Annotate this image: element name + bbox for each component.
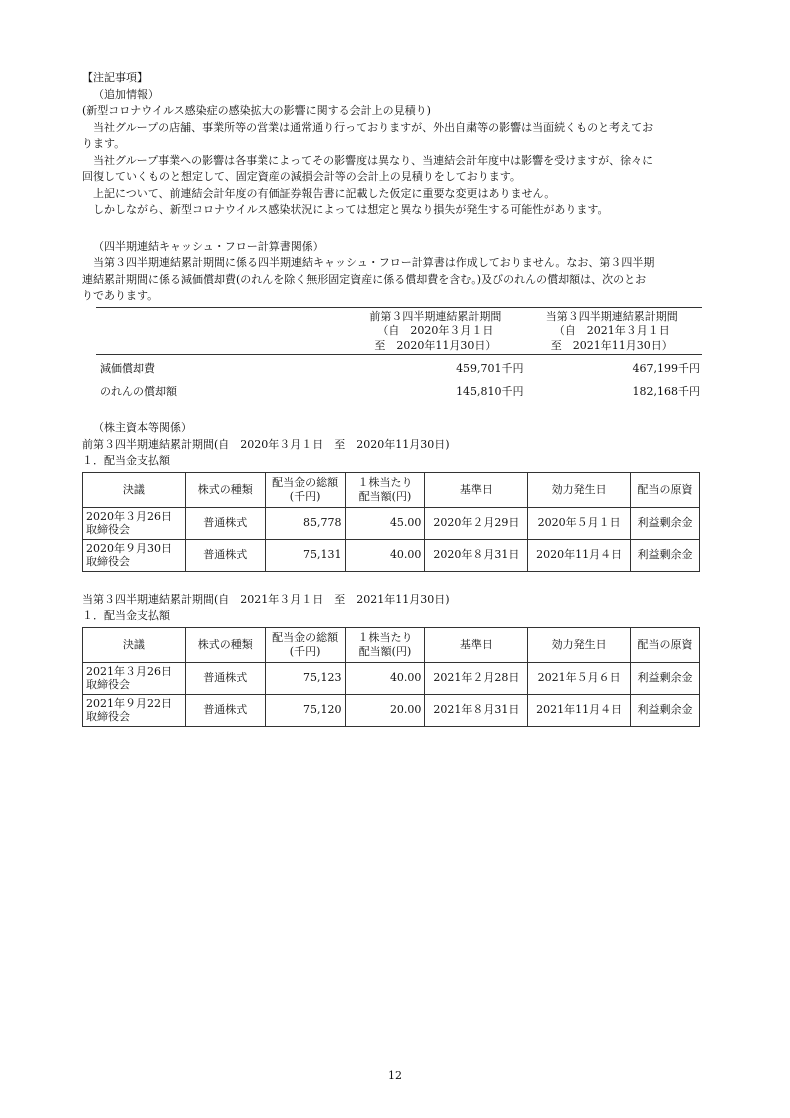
table-row xyxy=(83,662,700,694)
per-share-cell: 40.00 xyxy=(345,539,425,571)
curr-period-title: 当第３四半期連結累計期間(自 2021年３月１日 至 2021年11月30日) xyxy=(82,592,450,606)
header-per-share xyxy=(345,472,425,507)
covid-paragraph-1-line-2: ります。 xyxy=(82,137,126,150)
cashflow-prev-from: （自 2020年３月１日 xyxy=(377,324,494,338)
header-source: 配当の原資 xyxy=(631,627,700,662)
cashflow-prev-to: 至 2020年11月30日） xyxy=(374,339,497,353)
header-total-l1: 配当金の総額 xyxy=(272,631,339,645)
cashflow-row-label: のれんの償却額 xyxy=(100,384,177,398)
covid-paragraph-3: 上記について、前連結会計年度の有価証券報告書に記載した仮定に重要な変更はありません。 xyxy=(93,186,556,200)
record-date-cell: 2021年８月31日 xyxy=(425,694,528,726)
cashflow-row-curr-value: 467,199千円 xyxy=(632,362,700,376)
cashflow-header-blank xyxy=(96,307,347,355)
effective-date-cell: 2020年11月４日 xyxy=(528,539,631,571)
covid-paragraph-2-line-1: 当社グループ事業への影響は各事業によってその影響度は異なり、当連結会計年度中は影響を受けますが、徐々に xyxy=(93,153,654,167)
header-total-l2: (千円) xyxy=(289,489,321,503)
cashflow-header-curr xyxy=(524,307,702,355)
effective-date-cell: 2020年５月１日 xyxy=(528,507,631,539)
header-per-share xyxy=(345,627,425,662)
cashflow-text-line-1: 当第３四半期連結累計期間に係る四半期連結キャッシュ・フロー計算書は作成しておりません。なお、第３四半期 xyxy=(93,256,655,269)
resolution-body: 取締役会 xyxy=(86,710,130,724)
header-per-share-l1: １株当たり xyxy=(357,631,413,645)
cashflow-header-prev xyxy=(347,307,523,355)
covid-paragraph-1-line-1: 当社グループの店舗、事業所等の営業は通常通り行っておりますが、外出自粛等の影響は当面続くものと考えてお xyxy=(93,120,654,134)
cashflow-row-label: 減価償却費 xyxy=(100,362,155,376)
document-page xyxy=(82,70,702,727)
cashflow-curr-title: 当第３四半期連結累計期間 xyxy=(545,309,678,323)
cashflow-section-title: （四半期連結キャッシュ・フロー計算書関係） xyxy=(93,239,324,253)
page-number: 12 xyxy=(388,1069,402,1082)
cashflow-row-prev-value: 145,810千円 xyxy=(456,384,524,398)
curr-dividend-table xyxy=(82,627,700,727)
covid-section-title: (新型コロナウイルス感染症の感染拡大の影響に関する会計上の見積り) xyxy=(82,104,431,117)
source-cell: 利益剰余金 xyxy=(631,694,700,726)
additional-info-title: （追加情報） xyxy=(93,87,159,101)
cashflow-row-depreciation xyxy=(96,355,702,378)
cashflow-curr-to: 至 2021年11月30日） xyxy=(550,339,673,353)
stock-type-cell: 普通株式 xyxy=(185,507,265,539)
record-date-cell: 2021年２月28日 xyxy=(425,662,528,694)
source-cell: 利益剰余金 xyxy=(631,662,700,694)
per-share-cell: 45.00 xyxy=(345,507,425,539)
total-dividend-cell: 75,123 xyxy=(265,662,345,694)
cashflow-row-goodwill xyxy=(96,378,702,401)
covid-paragraph-2-line-2: 回復していくものと想定して、固定資産の減損会計等の会計上の見積りをしております。 xyxy=(82,170,521,183)
header-total-dividend xyxy=(265,627,345,662)
header-total-dividend xyxy=(265,472,345,507)
cashflow-prev-title: 前第３四半期連結累計期間 xyxy=(369,309,502,323)
equity-section-title: （株主資本等関係） xyxy=(93,421,192,435)
total-dividend-cell: 75,131 xyxy=(265,539,345,571)
resolution-cell xyxy=(83,507,186,539)
resolution-cell xyxy=(83,539,186,571)
cashflow-text-line-2: 連結累計期間に係る減価償却費(のれんを除く無形固定資産に係る償却費を含む。)及びのれんの償却額は、次のとお xyxy=(82,272,647,286)
stock-type-cell: 普通株式 xyxy=(185,694,265,726)
header-per-share-l2: 配当額(円) xyxy=(358,644,412,658)
curr-dividend-header-row xyxy=(83,627,700,662)
source-cell: 利益剰余金 xyxy=(631,507,700,539)
resolution-body: 取締役会 xyxy=(86,678,130,692)
cashflow-row-curr-value: 182,168千円 xyxy=(632,384,700,398)
effective-date-cell: 2021年５月６日 xyxy=(528,662,631,694)
prev-dividend-subtitle: １．配当金支払額 xyxy=(82,454,170,468)
resolution-cell xyxy=(83,662,186,694)
header-total-l2: (千円) xyxy=(289,644,321,658)
cashflow-table xyxy=(96,307,702,401)
header-resolution: 決議 xyxy=(83,627,186,662)
resolution-date: 2021年９月22日 xyxy=(86,696,172,710)
resolution-body: 取締役会 xyxy=(86,523,130,537)
header-effective-date: 効力発生日 xyxy=(528,472,631,507)
total-dividend-cell: 75,120 xyxy=(265,694,345,726)
record-date-cell: 2020年８月31日 xyxy=(425,539,528,571)
record-date-cell: 2020年２月29日 xyxy=(425,507,528,539)
resolution-date: 2020年３月26日 xyxy=(86,509,172,523)
effective-date-cell: 2021年11月４日 xyxy=(528,694,631,726)
resolution-body: 取締役会 xyxy=(86,555,130,569)
table-row xyxy=(83,694,700,726)
resolution-date: 2021年３月26日 xyxy=(86,664,172,678)
header-stock-type: 株式の種類 xyxy=(185,627,265,662)
header-effective-date: 効力発生日 xyxy=(528,627,631,662)
resolution-date: 2020年９月30日 xyxy=(86,541,172,555)
per-share-cell: 40.00 xyxy=(345,662,425,694)
header-record-date: 基準日 xyxy=(425,627,528,662)
per-share-cell: 20.00 xyxy=(345,694,425,726)
header-per-share-l1: １株当たり xyxy=(357,476,413,490)
cashflow-row-prev-value: 459,701千円 xyxy=(456,362,524,376)
resolution-cell xyxy=(83,694,186,726)
notes-heading: 【注記事項】 xyxy=(82,71,148,84)
table-row xyxy=(83,507,700,539)
table-row xyxy=(83,539,700,571)
cashflow-curr-from: （自 2021年３月１日 xyxy=(553,324,670,338)
header-source: 配当の原資 xyxy=(631,472,700,507)
total-dividend-cell: 85,778 xyxy=(265,507,345,539)
cashflow-table-header xyxy=(96,307,702,355)
prev-dividend-table xyxy=(82,472,700,572)
prev-dividend-header-row xyxy=(83,472,700,507)
header-stock-type: 株式の種類 xyxy=(185,472,265,507)
header-total-l1: 配当金の総額 xyxy=(272,476,339,490)
stock-type-cell: 普通株式 xyxy=(185,539,265,571)
curr-dividend-subtitle: １．配当金支払額 xyxy=(82,609,170,623)
stock-type-cell: 普通株式 xyxy=(185,662,265,694)
header-resolution: 決議 xyxy=(83,472,186,507)
source-cell: 利益剰余金 xyxy=(631,539,700,571)
covid-paragraph-4: しかしながら、新型コロナウイルス感染状況によっては想定と異なり損失が発生する可能性があります。 xyxy=(93,203,609,216)
cashflow-text-line-3: りであります。 xyxy=(82,289,159,302)
prev-period-title: 前第３四半期連結累計期間(自 2020年３月１日 至 2020年11月30日) xyxy=(82,437,450,451)
header-record-date: 基準日 xyxy=(425,472,528,507)
header-per-share-l2: 配当額(円) xyxy=(358,489,412,503)
